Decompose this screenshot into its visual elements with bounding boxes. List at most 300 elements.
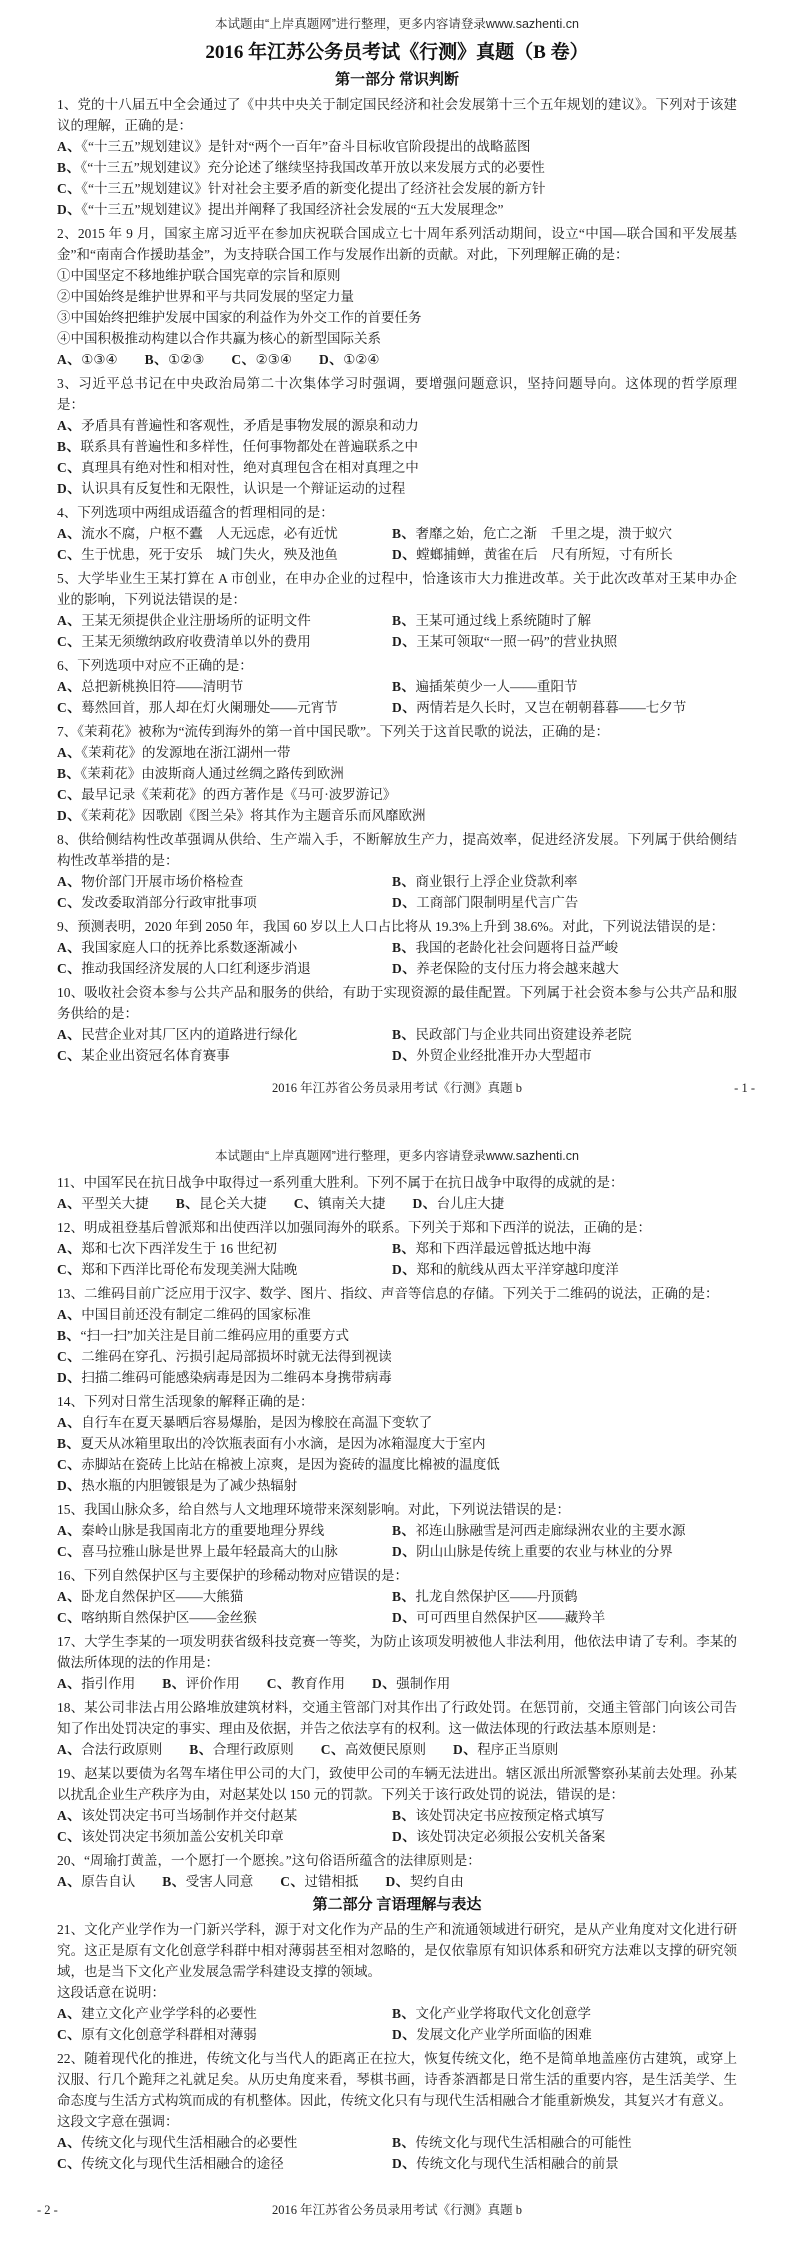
- option: [57, 544, 392, 565]
- option: [392, 1045, 737, 1066]
- option: [145, 349, 205, 370]
- option-text: 夏天从冰箱里取出的冷饮瓶表面有小水滴，是因为冰箱湿度大于室内: [80, 1436, 486, 1451]
- option-text: 该处罚决定书应按预定格式填写: [415, 1808, 605, 1823]
- option-label: D、: [392, 1829, 417, 1844]
- question-stem: 19、赵某以要债为名驾车堵住甲公司的大门，致使甲公司的车辆无法进出。辖区派出所派警察孙某前去处理。孙某以扰乱企业生产秩序为由，对赵某处以 150 元的罚款。下列关于该行政处罚的说法，错误的是：: [57, 1766, 737, 1802]
- option-label: C、: [231, 352, 256, 367]
- section-heading: 第二部分 言语理解与表达: [312, 1897, 482, 1913]
- option: [280, 1871, 358, 1892]
- statement-line: ②中国始终是维护世界和平与共同发展的坚定力量: [57, 289, 354, 304]
- option-label: D、: [392, 895, 417, 910]
- option: [57, 136, 737, 157]
- option-label: C、: [57, 1544, 82, 1559]
- options-group: [57, 349, 737, 370]
- option-text: 我国的老龄化社会问题将日益严峻: [415, 940, 619, 955]
- option: [392, 1805, 737, 1826]
- option-text: 商业银行上浮企业贷款利率: [415, 874, 578, 889]
- option-text: 郑和下西洋比哥伦布发现美洲大陆晚: [81, 1262, 298, 1277]
- option: [392, 676, 737, 697]
- options-group: [57, 1871, 737, 1892]
- option-text: 《“十三五”规划建议》提出并阐释了我国经济社会发展的“五大发展理念”: [81, 202, 504, 217]
- option-label: C、: [57, 2156, 82, 2171]
- option-label: D、: [453, 1742, 478, 1757]
- option-text: 《“十三五”规划建议》充分论述了继续坚持我国改革开放以来发展方式的必要性: [80, 160, 545, 175]
- option: [57, 1520, 392, 1541]
- option: [57, 697, 392, 718]
- question-stem: 13、二维码目前广泛应用于汉字、数学、图片、指纹、声音等信息的存储。下列关于二维码的说法，正确的是：: [57, 1286, 719, 1301]
- option-text: 发改委取消部分行政审批事项: [81, 895, 257, 910]
- question-block: [57, 1919, 737, 2045]
- option: [162, 1871, 253, 1892]
- options-group: [57, 136, 737, 220]
- question-block: [57, 502, 737, 565]
- option-text: 物价部门开展市场价格检查: [81, 874, 244, 889]
- option: [57, 2003, 392, 2024]
- question-block: [57, 916, 737, 979]
- option-text: 受害人同意: [185, 1874, 254, 1889]
- option: [57, 1325, 737, 1346]
- option-label: D、: [57, 1370, 82, 1385]
- option-text: 秦岭山脉是我国南北方的重要地理分界线: [81, 1523, 325, 1538]
- option: [57, 1304, 737, 1325]
- option: [57, 1412, 737, 1433]
- option-text: 扎龙自然保护区——丹顶鹤: [415, 1589, 578, 1604]
- option-text: 传统文化与现代生活相融合的前景: [416, 2156, 619, 2171]
- question-block: [57, 1697, 737, 1760]
- option: [413, 1193, 505, 1214]
- option-label: D、: [392, 961, 417, 976]
- option-text: 该处罚决定书可当场制作并交付赵某: [81, 1808, 298, 1823]
- option: [57, 784, 737, 805]
- option-text: 可可西里自然保护区——藏羚羊: [416, 1610, 606, 1625]
- option-label: D、: [392, 1544, 417, 1559]
- option-text: 某企业出资冠名体育赛事: [81, 1048, 230, 1063]
- option-text: 《茉莉花》由波斯商人通过丝绸之路传到欧洲: [80, 766, 344, 781]
- option-label: D、: [392, 1262, 417, 1277]
- option: [453, 1739, 558, 1760]
- option-label: D、: [392, 1048, 417, 1063]
- option-text: 传统文化与现代生活相融合的途径: [81, 2156, 284, 2171]
- option-label: A、: [57, 2006, 82, 2021]
- question-stem: 22、随着现代化的推进，传统文化与当代人的距离正在拉大，恢复传统文化，绝不是简单地盖座仿古建筑，或穿上汉服、行几个跪拜之礼就足矣。从历史角度来看，琴棋书画，诗香茶酒都是日常生活的重要内容，是生活美学、生命态度与生活方式构筑而成的有机整体。因此，传统文化只有与现代生活相融合才能重新焕发，其复兴才有意义。: [57, 2051, 737, 2108]
- option-text: 郑和下西洋最远曾抵达地中海: [415, 1241, 592, 1256]
- question-block: [57, 568, 737, 652]
- option: [57, 892, 392, 913]
- option: [392, 610, 737, 631]
- option-label: D、: [372, 1676, 397, 1691]
- page-number: - 1 -: [734, 1081, 755, 1095]
- option: [57, 937, 392, 958]
- option: [57, 958, 392, 979]
- option-text: 生于忧患，死于安乐 城门失火，殃及池鱼: [81, 547, 338, 562]
- option-text: 外贸企业经批准开办大型超市: [416, 1048, 592, 1063]
- header-note: 本试题由“上岸真题网”进行整理，更多内容请登录www.sazhenti.cn: [215, 17, 579, 31]
- option-text: 传统文化与现代生活相融合的可能性: [415, 2135, 632, 2150]
- option: [392, 1520, 737, 1541]
- option-text: 祁连山脉融雪是河西走廊绿洲农业的主要水源: [415, 1523, 686, 1538]
- options-group: [57, 523, 737, 565]
- option-label: D、: [57, 481, 82, 496]
- option-label: A、: [57, 745, 82, 760]
- option-label: A、: [57, 1808, 82, 1823]
- option-text: 合理行政原则: [212, 1742, 294, 1757]
- option-text: 王某无须提供企业注册场所的证明文件: [81, 613, 311, 628]
- option: [392, 631, 737, 652]
- option-text: 传统文化与现代生活相融合的必要性: [81, 2135, 298, 2150]
- question-stem: 18、某公司非法占用公路堆放建筑材料，交通主管部门对其作出了行政处罚。在惩罚前，交通主管部门向该公司告知了作出处罚决定的事实、理由及依据，并告之依法享有的权利。这一做法体现的行政法基本原则是：: [57, 1700, 737, 1736]
- option-text: 流水不腐，户枢不蠹 人无远虑，必有近忧: [81, 526, 338, 541]
- question-stem: 16、下列自然保护区与主要保护的珍稀动物对应错误的是：: [57, 1568, 408, 1583]
- statement-line: ④中国积极推动构建以合作共赢为核心的新型国际关系: [57, 331, 381, 346]
- options-group: [57, 871, 737, 913]
- option: [57, 1367, 737, 1388]
- option-label: C、: [57, 1610, 82, 1625]
- option: [57, 415, 737, 436]
- option-label: C、: [57, 1457, 82, 1472]
- options-group: [57, 1520, 737, 1562]
- option-label: A、: [57, 1589, 82, 1604]
- option: [231, 349, 292, 370]
- option-label: C、: [293, 1196, 319, 1211]
- option: [57, 1024, 392, 1045]
- page: [0, 1122, 794, 2244]
- question-stem: 21、文化产业学作为一门新兴学科，源于对文化作为产品的生产和流通领域进行研究，是从产业角度对文化进行研究。这正是原有文化创意学科群中相对薄弱甚至相对忽略的，是仅依靠原有知识体系和研究方法难以支撑的研究领域，也是当下文化产业发展急需学科建设支撑的领域。: [57, 1922, 737, 1979]
- option: [57, 2024, 392, 2045]
- option-text: 遍插茱萸少一人——重阳节: [415, 679, 578, 694]
- option-text: ①③④: [81, 352, 118, 367]
- option-label: C、: [57, 1262, 82, 1277]
- question-block: [57, 1283, 737, 1388]
- options-group: [57, 415, 737, 499]
- option-text: 台儿庄大捷: [436, 1196, 505, 1211]
- option-label: B、: [57, 439, 81, 454]
- question-stem: 11、中国军民在抗日战争中取得过一系列重大胜利。下列不属于在抗日战争中取得的成就的是：: [57, 1175, 624, 1190]
- option: [57, 199, 737, 220]
- option: [57, 457, 737, 478]
- option-label: C、: [57, 1349, 82, 1364]
- question-block: [57, 2048, 737, 2174]
- option: [57, 871, 392, 892]
- question-stem: 15、我国山脉众多，给自然与人文地理环境带来深刻影响。对此，下列说法错误的是：: [57, 1502, 570, 1517]
- option-label: B、: [392, 679, 416, 694]
- option-text: 过错相抵: [304, 1874, 359, 1889]
- option: [294, 1193, 386, 1214]
- option-text: 郑和的航线从西太平洋穿越印度洋: [416, 1262, 619, 1277]
- options-group: [57, 742, 737, 826]
- question-stem: 17、大学生李某的一项发明获省级科技竞赛一等奖，为防止该项发明被他人非法利用，他依法申请了专利。李某的做法所体现的法的作用是：: [57, 1634, 737, 1670]
- option: [57, 2153, 392, 2174]
- question-stem: 3、习近平总书记在中央政治局第二十次集体学习时强调，要增强问题意识，坚持问题导向。这体现的哲学原理是：: [57, 376, 737, 412]
- question-block: [57, 1391, 737, 1496]
- footer-text: 2016 年江苏省公务员录用考试《行测》真题 b: [271, 2203, 522, 2217]
- option-label: B、: [392, 526, 416, 541]
- option-label: C、: [57, 460, 82, 475]
- option-text: 认识具有反复性和无限性，认识是一个辩证运动的过程: [81, 481, 406, 496]
- options-group: [57, 1805, 737, 1847]
- option: [392, 1607, 737, 1628]
- option: [392, 1541, 737, 1562]
- question-stem: 2、2015 年 9 月，国家主席习近平在参加庆祝联合国成立七十周年系列活动期间，设立“中国—联合国和平发展基金”和“南南合作援助基金”，为支持联合国工作与发展作出新的贡献。对此，下列理解正确的是：: [57, 226, 737, 262]
- option-label: A、: [57, 679, 82, 694]
- option-text: 二维码在穿孔、污损引起局部损坏时就无法得到视读: [81, 1349, 392, 1364]
- option-text: 奢靡之始，危亡之渐 千里之堤，溃于蚁穴: [415, 526, 673, 541]
- options-group: [57, 937, 737, 979]
- options-group: [57, 1304, 737, 1388]
- option-label: D、: [392, 547, 417, 562]
- options-group: [57, 2003, 737, 2045]
- option-label: D、: [392, 2156, 417, 2171]
- option-text: 蓦然回首，那人却在灯火阑珊处——元宵节: [81, 700, 338, 715]
- option: [57, 1871, 135, 1892]
- option-label: C、: [57, 547, 82, 562]
- option-label: C、: [57, 2027, 82, 2042]
- option-label: C、: [57, 895, 82, 910]
- option: [392, 1024, 737, 1045]
- option: [392, 2153, 737, 2174]
- footer-text: 2016 年江苏省公务员录用考试《行测》真题 b: [271, 1081, 522, 1095]
- options-group: [57, 2132, 737, 2174]
- option-text: 推动我国经济发展的人口红利逐步消退: [81, 961, 311, 976]
- option: [392, 1259, 737, 1280]
- question-stem: 1、党的十八届五中全会通过了《中共中央关于制定国民经济和社会发展第十三个五年规划的建议》。下列对于该建议的理解，正确的是：: [57, 97, 737, 133]
- header-note: 本试题由“上岸真题网”进行整理，更多内容请登录www.sazhenti.cn: [215, 1149, 579, 1163]
- option: [57, 631, 392, 652]
- option: [57, 1193, 149, 1214]
- option: [57, 1673, 135, 1694]
- option: [57, 1541, 392, 1562]
- option-text: 《茉莉花》因歌剧《图兰朵》将其作为主题音乐而风靡欧洲: [81, 808, 426, 823]
- question-block: [57, 655, 737, 718]
- option-text: 赤脚站在瓷砖上比站在棉被上凉爽，是因为瓷砖的温度比棉被的温度低: [81, 1457, 500, 1472]
- option: [57, 1045, 392, 1066]
- question-stem: 14、下列对日常生活现象的解释正确的是：: [57, 1394, 314, 1409]
- option: [392, 892, 737, 913]
- option-text: 评价作用: [185, 1676, 240, 1691]
- option-label: A、: [57, 526, 82, 541]
- option-text: 该处罚决定必须报公安机关备案: [416, 1829, 606, 1844]
- option-text: 民营企业对其厂区内的道路进行绿化: [81, 1027, 298, 1042]
- option-text: 指引作用: [81, 1676, 136, 1691]
- option-text: 喀纳斯自然保护区——金丝猴: [81, 1610, 257, 1625]
- question-block: [57, 1631, 737, 1694]
- option-text: 郑和七次下西洋发生于 16 世纪初: [81, 1241, 277, 1256]
- page-footer: [37, 2202, 737, 2218]
- option-label: D、: [392, 1610, 417, 1625]
- option: [57, 1826, 392, 1847]
- option-label: A、: [57, 139, 82, 154]
- option-label: B、: [392, 2135, 416, 2150]
- statement-line: ①中国坚定不移地维护联合国宪章的宗旨和原则: [57, 268, 341, 283]
- option: [189, 1739, 294, 1760]
- option-text: 程序正当原则: [477, 1742, 559, 1757]
- option-label: C、: [57, 634, 82, 649]
- section-heading: 第一部分 常识判断: [335, 72, 459, 88]
- option-text: “扫一扫”加关注是目前二维码应用的重要方式: [80, 1328, 349, 1343]
- option-label: A、: [57, 874, 82, 889]
- option: [162, 1673, 240, 1694]
- option: [57, 805, 737, 826]
- option-text: ①②③: [168, 352, 205, 367]
- option: [57, 1238, 392, 1259]
- question-block: [57, 373, 737, 499]
- option-label: C、: [57, 961, 82, 976]
- page-footer: [57, 1080, 755, 1096]
- option-label: D、: [392, 2027, 417, 2042]
- option: [319, 349, 380, 370]
- option: [57, 349, 118, 370]
- option: [372, 1673, 450, 1694]
- option-label: D、: [412, 1196, 437, 1211]
- option: [392, 1586, 737, 1607]
- option-label: C、: [57, 700, 82, 715]
- option-label: B、: [57, 160, 81, 175]
- option-label: B、: [392, 874, 416, 889]
- option-text: 热水瓶的内胆镀银是为了减少热辐射: [81, 1478, 298, 1493]
- question-block: [57, 1499, 737, 1562]
- option: [57, 1739, 162, 1760]
- option-text: 总把新桃换旧符——清明节: [81, 679, 244, 694]
- options-group: [57, 1739, 737, 1760]
- option-label: B、: [57, 766, 81, 781]
- option-text: 原有文化创意学科群相对薄弱: [81, 2027, 257, 2042]
- option: [57, 1586, 392, 1607]
- options-group: [57, 676, 737, 718]
- option-text: 王某可领取“一照一码”的营业执照: [416, 634, 618, 649]
- question-stem: 10、吸收社会资本参与公共产品和服务的供给，有助于实现资源的最佳配置。下列属于社会资本参与公共产品和服务供给的是：: [57, 985, 737, 1021]
- option-text: 《茉莉花》的发源地在浙江湖州一带: [81, 745, 291, 760]
- option-text: 两情若是久长时，又岂在朝朝暮暮——七夕节: [416, 700, 687, 715]
- option-text: 喜马拉雅山脉是世界上最年轻最高大的山脉: [81, 1544, 338, 1559]
- option-text: 强制作用: [396, 1676, 451, 1691]
- option-label: A、: [57, 1196, 82, 1211]
- option: [392, 937, 737, 958]
- option-text: 卧龙自然保护区——大熊猫: [81, 1589, 244, 1604]
- option-label: A、: [57, 1874, 82, 1889]
- option-label: B、: [392, 1241, 416, 1256]
- option: [57, 1259, 392, 1280]
- option: [57, 742, 737, 763]
- option-text: 契约自由: [409, 1874, 464, 1889]
- option: [392, 2024, 737, 2045]
- option-label: C、: [57, 1048, 82, 1063]
- option-text: 王某可通过线上系统随时了解: [415, 613, 592, 628]
- option: [57, 436, 737, 457]
- question-block: [57, 94, 737, 220]
- option-text: 民政部门与企业共同出资建设养老院: [415, 1027, 632, 1042]
- option-text: 联系具有普遍性和多样性，任何事物都处在普遍联系之中: [80, 439, 419, 454]
- option: [176, 1193, 267, 1214]
- option-label: A、: [57, 1676, 82, 1691]
- option-label: A、: [57, 418, 82, 433]
- question-stem: 5、大学毕业生王某打算在 A 市创业，在申办企业的过程中，恰逢该市大力推进改革。关于此次改革对王某申办企业的影响，下列说法错误的是：: [57, 571, 737, 607]
- option-label: C、: [280, 1874, 305, 1889]
- options-group: [57, 1024, 737, 1066]
- question-block: [57, 1217, 737, 1280]
- option: [57, 1805, 392, 1826]
- option-text: 该处罚决定书须加盖公安机关印章: [81, 1829, 284, 1844]
- lead-in: 这段文字意在强调：: [57, 2114, 179, 2129]
- lead-in: 这段话意在说明：: [57, 1985, 165, 2000]
- option-label: A、: [57, 1523, 82, 1538]
- question-stem: 20、“周瑜打黄盖，一个愿打一个愿挨。”这句俗语所蕴含的法律原则是：: [57, 1853, 481, 1868]
- option: [57, 610, 392, 631]
- option: [57, 478, 737, 499]
- option-label: B、: [392, 613, 416, 628]
- option-text: 最早记录《茉莉花》的西方著作是《马可·波罗游记》: [81, 787, 397, 802]
- page-title: 2016 年江苏公务员考试《行测》真题（B 卷）: [205, 42, 589, 63]
- option-label: B、: [57, 1328, 81, 1343]
- option: [386, 1871, 464, 1892]
- option: [57, 178, 737, 199]
- options-group: [57, 1238, 737, 1280]
- option-label: B、: [392, 940, 416, 955]
- option: [57, 523, 392, 544]
- option-label: B、: [144, 352, 169, 367]
- question-stem: 7、《茉莉花》被称为“流传到海外的第一首中国民歌”。下列关于这首民歌的说法，正确的是：: [57, 724, 609, 739]
- option-label: B、: [162, 1676, 186, 1691]
- option-label: A、: [57, 1415, 82, 1430]
- option-text: 高效便民原则: [345, 1742, 427, 1757]
- option-text: 矛盾具有普遍性和客观性，矛盾是事物发展的源泉和动力: [81, 418, 419, 433]
- question-stem: 4、下列选项中两组成语蕴含的哲理相同的是：: [57, 505, 334, 520]
- option: [57, 1607, 392, 1628]
- option-label: A、: [57, 1241, 82, 1256]
- option-label: B、: [392, 1027, 416, 1042]
- option-text: ②③④: [255, 352, 292, 367]
- statement-line: ③中国始终把维护发展中国家的利益作为外交工作的首要任务: [57, 310, 422, 325]
- option: [392, 2132, 737, 2153]
- option-text: 阴山山脉是传统上重要的农业与林业的分界: [416, 1544, 673, 1559]
- option-label: C、: [57, 181, 82, 196]
- option-label: A、: [57, 1742, 82, 1757]
- option-label: D、: [57, 808, 82, 823]
- option-text: 工商部门限制明星代言广告: [416, 895, 579, 910]
- option-label: B、: [392, 1523, 416, 1538]
- option-text: 养老保险的支付压力将会越来越大: [416, 961, 619, 976]
- options-group: [57, 1586, 737, 1628]
- options-group: [57, 1412, 737, 1496]
- question-block: [57, 829, 737, 913]
- option-label: C、: [266, 1676, 292, 1691]
- question-block: [57, 1850, 737, 1892]
- option-text: 发展文化产业学所面临的困难: [416, 2027, 592, 2042]
- question-stem: 12、明成祖登基后曾派郑和出使西洋以加强同海外的联系。下列关于郑和下西洋的说法，正确的是：: [57, 1220, 651, 1235]
- question-block: [57, 721, 737, 826]
- option: [392, 523, 737, 544]
- option-label: B、: [57, 1436, 81, 1451]
- question-block: [57, 1763, 737, 1847]
- option-text: 真理具有绝对性和相对性，绝对真理包含在相对真理之中: [81, 460, 419, 475]
- option-label: D、: [392, 700, 417, 715]
- option: [57, 2132, 392, 2153]
- option-label: B、: [392, 1808, 416, 1823]
- option-label: D、: [392, 634, 417, 649]
- page-number: - 2 -: [37, 2203, 58, 2217]
- option-text: 我国家庭人口的抚养比系数逐渐减小: [81, 940, 298, 955]
- option-text: 中国目前还没有制定二维码的国家标准: [81, 1307, 311, 1322]
- option-text: 建立文化产业学学科的必要性: [81, 2006, 257, 2021]
- option-label: D、: [57, 1478, 82, 1493]
- option-label: B、: [392, 1589, 416, 1604]
- option-label: D、: [57, 202, 82, 217]
- option: [392, 697, 737, 718]
- option-label: C、: [57, 1829, 82, 1844]
- option-label: C、: [320, 1742, 346, 1757]
- option: [392, 871, 737, 892]
- option: [392, 1826, 737, 1847]
- option: [321, 1739, 426, 1760]
- option-text: 昆仑关大捷: [199, 1196, 267, 1211]
